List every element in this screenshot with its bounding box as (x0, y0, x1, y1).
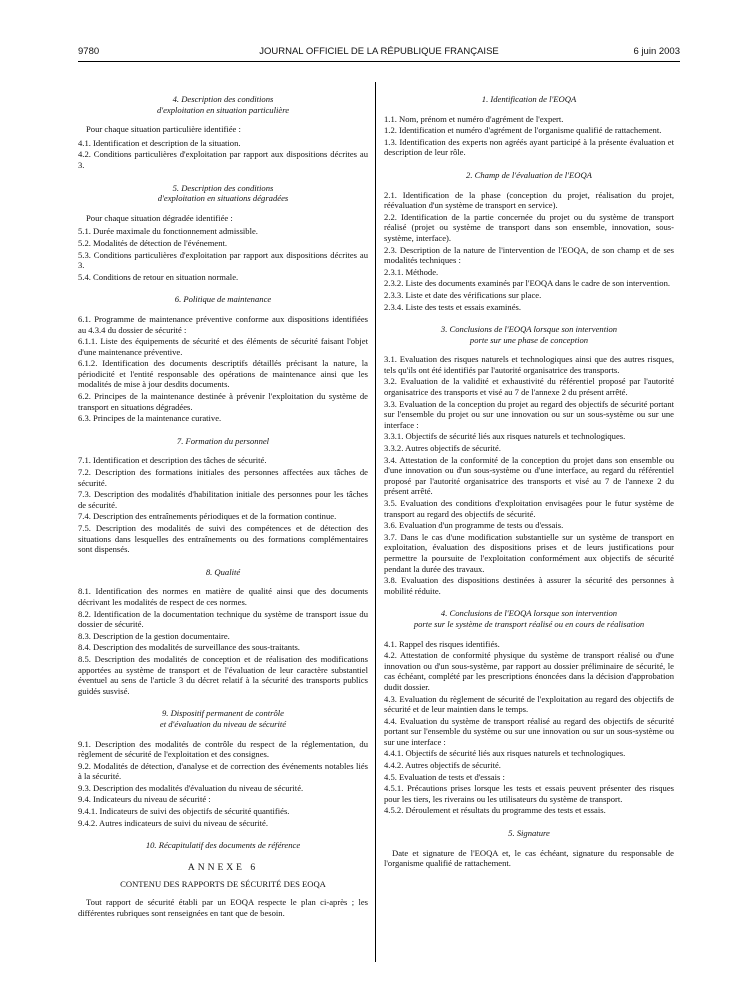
list-item: 8.2. Identification de la documentation technique du système de transport issue du dossier de sécurité. (78, 608, 368, 630)
section-10-title (78, 840, 368, 851)
list-item: 4.5. Evaluation de tests et d'essais : (384, 771, 505, 782)
section-intro: Pour chaque situation dégradée identifiée : (86, 212, 233, 223)
section-title-line: 5. Description des conditions (172, 182, 274, 193)
list-item: 3.5. Evaluation des conditions d'exploitation envisagées pour le futur système de transport au regard des objectifs de sécurité. (384, 498, 674, 519)
list-item: 5.1. Durée maximale du fonctionnement admissible. (78, 226, 258, 237)
list-item: 2.1. Identification de la phase (conception du projet, réalisation du projet, réévaluation d'un système de transport en service). (384, 189, 674, 211)
section-title-line: 5. Signature (508, 828, 550, 839)
list-item: 3.7. Dans le cas d'une modification substantielle sur un système de transport en exploitation, évaluation des dispositions prises et de leurs justifications pour permettre la poursuite de l'exploitation conformément aux objectifs de sécurité pendant la durée des travaux. (384, 531, 674, 574)
list-item: 4.2. Conditions particulières d'exploitation par rapport aux dispositions décrites au 3. (78, 149, 368, 170)
list-item: 6.3. Principes de la maintenance curative. (78, 413, 222, 424)
list-item: 4.4.1. Objectifs de sécurité liés aux risques naturels et technologiques. (384, 748, 626, 759)
list-item: 1.1. Nom, prénom et numéro d'agrément de l'expert. (384, 113, 564, 124)
list-item: 6.1.2. Identification des documents descriptifs détaillés précisant la nature, la périodicité et l'entité responsable des opérations de maintenance ainsi que les modalités de mise à jour desdits documents. (78, 358, 368, 390)
list-item: 4.4.2. Autres objectifs de sécurité. (384, 760, 501, 771)
list-item: 3.8. Evaluation des dispositions destinées à assurer la sécurité des personnes à mobilité réduite. (384, 575, 674, 596)
list-item: 7.2. Description des formations initiales des personnes affectées aux tâches de sécurité. (78, 467, 368, 488)
publication-date: 6 juin 2003 (633, 46, 680, 57)
list-item: 9.4.1. Indicateurs de suivi des objectifs de sécurité quantifiés. (78, 806, 290, 817)
list-item: 4.1. Rappel des risques identifiés. (384, 638, 500, 649)
section-5-title (78, 183, 368, 204)
section-title-line: et d'évaluation du niveau de sécurité (159, 718, 287, 729)
eoqa-section-2-title (384, 170, 674, 181)
right-column (384, 80, 674, 872)
left-column (78, 80, 368, 921)
section-9-title (78, 708, 368, 729)
section-8-title (78, 567, 368, 578)
journal-title: JOURNAL OFFICIEL DE LA RÉPUBLIQUE FRANÇAISE (259, 46, 499, 57)
list-item: 9.4.2. Autres indicateurs de suivi du niveau de sécurité. (78, 817, 268, 828)
section-title-line: d'exploitation en situations dégradées (157, 193, 289, 204)
section-title-line: 8. Qualité (205, 566, 241, 577)
list-item: 7.5. Description des modalités de suivi des compétences et de détection des situations dans lesquelles des entraînements ou des formations complémentaires sont dispensés. (78, 523, 368, 555)
eoqa-section-3-title (384, 324, 674, 345)
list-item: 3.1. Evaluation des risques naturels et technologiques ainsi que des autres risques, tels qu'ils ont été identifiés par l'autorité organisatrice des transports. (384, 354, 674, 375)
list-item: 8.1. Identification des normes en matière de qualité ainsi que des documents décrivant les modalités de respect de ces normes. (78, 586, 368, 607)
list-item: 7.4. Description des entraînements périodiques et de la formation continue. (78, 511, 337, 522)
eoqa-section-4-title (384, 608, 674, 629)
header-rule (78, 61, 680, 62)
list-item: 3.3.1. Objectifs de sécurité liés aux risques naturels et technologiques. (384, 431, 626, 442)
section-title-line: 4. Description des conditions (172, 94, 274, 104)
page-header (78, 46, 680, 60)
section-title-line: 7. Formation du personnel (176, 435, 270, 446)
list-item: 2.3.4. Liste des tests et essais examinés. (384, 301, 521, 312)
list-item: 4.1. Identification et description de la situation. (78, 137, 241, 148)
section-6-title (78, 294, 368, 305)
list-item: 9.3. Description des modalités d'évaluation du niveau de sécurité. (78, 782, 304, 793)
section-title-line: 2. Champ de l'évaluation de l'EOQA (466, 169, 592, 180)
list-item: 9.2. Modalités de détection, d'analyse et de correction des événements notables liés à la sécurité. (78, 760, 368, 782)
signature-text: Date et signature de l'EOQA et, le cas échéant, signature du responsable de l'organisme qualifié de rattachement. (384, 847, 674, 869)
list-item: 5.4. Conditions de retour en situation normale. (78, 271, 239, 282)
list-item: 4.4. Evaluation du système de transport réalisé au regard des objectifs de sécurité portant sur l'ensemble du système ou sur une innovation ou sur un sous-système ou sur une interface : (384, 715, 674, 747)
page-number: 9780 (78, 46, 100, 57)
list-item: 5.2. Modalités de détection de l'événement. (78, 237, 228, 248)
section-title-line: d'exploitation en situation particulière (156, 104, 290, 115)
list-item: 9.4. Indicateurs du niveau de sécurité : (78, 794, 211, 805)
list-item: 5.3. Conditions particulières d'exploitation par rapport aux dispositions décrites au 3. (78, 249, 368, 271)
list-item: 7.3. Description des modalités d'habilitation initiale des personnes pour les tâches de sécurité. (78, 489, 368, 510)
list-item: 2.3.1. Méthode. (384, 266, 439, 277)
section-title-line: 10. Récapitulatif des documents de référence (145, 840, 301, 851)
list-item: 4.5.1. Précautions prises lorsque les tests et essais peuvent présenter des risques pour les tiers, les riverains ou les utilisateurs du système de transport. (384, 783, 674, 804)
eoqa-section-1-title (384, 94, 674, 105)
list-item: 3.3.2. Autres objectifs de sécurité. (384, 443, 501, 454)
list-item: 6.1.1. Liste des équipements de sécurité et des éléments de sécurité faisant l'objet d'une maintenance préventive. (78, 336, 368, 357)
list-item: 7.1. Identification et description des tâches de sécurité. (78, 455, 267, 466)
section-title-line: 4. Conclusions de l'EOQA lorsque son intervention (440, 608, 618, 619)
column-divider (375, 82, 376, 962)
list-item: 2.3.3. Liste et date des vérifications sur place. (384, 289, 542, 300)
list-item: 4.5.2. Déroulement et résultats du programme des tests et essais. (384, 805, 606, 816)
list-item: 2.2. Identification de la partie concernée du projet ou du système de transport réalisé (projet ou système de transport dans son ensemble, innovation, sous-système, interface). (384, 211, 674, 243)
annex-title: ANNEXE 6 (187, 862, 259, 873)
list-item: 8.3. Description de la gestion documentaire. (78, 630, 230, 641)
section-title-line: porte sur une phase de conception (469, 334, 589, 345)
list-item: 4.2. Attestation de conformité physique du système de transport réalisé ou d'une innovation ou d'un sous-système, par rapport au dossier préliminaire de sécurité, le cas échéant, complété par les prescriptions énoncées dans la décision d'approbation dudit dossier. (384, 650, 674, 692)
section-4-title (78, 94, 368, 115)
section-title-line: 9. Dispositif permanent de contrôle (162, 708, 284, 719)
list-item: 8.4. Description des modalités de surveillance des sous-traitants. (78, 642, 300, 653)
list-item: 4.3. Evaluation du règlement de sécurité de l'exploitation au regard des objectifs de sécurité et de leur maintien dans le temps. (384, 693, 674, 715)
list-item: 3.6. Evaluation d'un programme de tests ou d'essais. (384, 520, 564, 531)
list-item: 3.2. Evaluation de la validité et exhaustivité du référentiel proposé par l'autorité organisatrice des transports et visé au 7 de l'annexe 2 du présent arrêté. (384, 376, 674, 398)
list-item: 3.4. Attestation de la conformité de la conception du projet dans son ensemble ou d'une innovation ou d'un sous-système ou d'une interface, au regard du référentiel proposé par l'autorité organisatrice des transports et visé au 7 de l'annexe 2 du présent arrêté. (384, 454, 674, 497)
list-item: 9.1. Description des modalités de contrôle du respect de la réglementation, du règlement de sécurité de l'exploitation et des consignes. (78, 738, 368, 760)
annex-subtitle: CONTENU DES RAPPORTS DE SÉCURITÉ DES EOQA (120, 879, 326, 890)
list-item: 6.1. Programme de maintenance préventive conforme aux dispositions identifiées au 4.3.4 du dossier de sécurité : (78, 313, 368, 335)
section-intro: Pour chaque situation particulière identifiée : (86, 124, 241, 135)
list-item: 2.3. Description de la nature de l'intervention de l'EOQA, de son champ et de ses modalités techniques : (384, 244, 674, 266)
eoqa-section-5-title (384, 828, 674, 839)
list-item: 3.3. Evaluation de la conception du projet au regard des objectifs de sécurité portant sur l'ensemble du projet ou sur une innovation ou sur un sous-système ou sur une interface : (384, 398, 674, 430)
section-title-line: 3. Conclusions de l'EOQA lorsque son intervention (440, 324, 618, 335)
section-title-line: 6. Politique de maintenance (174, 294, 272, 305)
section-title-line: porte sur le système de transport réalisé ou en cours de réalisation (413, 618, 645, 629)
section-7-title (78, 436, 368, 447)
list-item: 1.2. Identification et numéro d'agrément de l'organisme qualifié de rattachement. (384, 125, 662, 136)
list-item: 6.2. Principes de la maintenance destinée à prévenir l'exploitation du système de transport en situations dégradées. (78, 391, 368, 412)
list-item: 1.3. Identification des experts non agréés ayant participé à la présente évaluation et description de leur rôle. (384, 136, 674, 158)
section-title-line: 1. Identification de l'EOQA (481, 94, 577, 104)
list-item: 2.3.2. Liste des documents examinés par l'EOQA dans le cadre de son intervention. (384, 278, 671, 289)
list-item: 8.5. Description des modalités de conception et de réalisation des modifications apportées au système de transport et de l'évaluation de leur caractère substantiel éventuel au sens de l'article 3 du décret relatif à la sécurité des transports publics guidés susvisé. (78, 653, 368, 696)
annex-text: Tout rapport de sécurité établi par un EOQA respecte le plan ci-après ; les différentes rubriques sont renseignées en tant que de besoin. (78, 897, 368, 918)
